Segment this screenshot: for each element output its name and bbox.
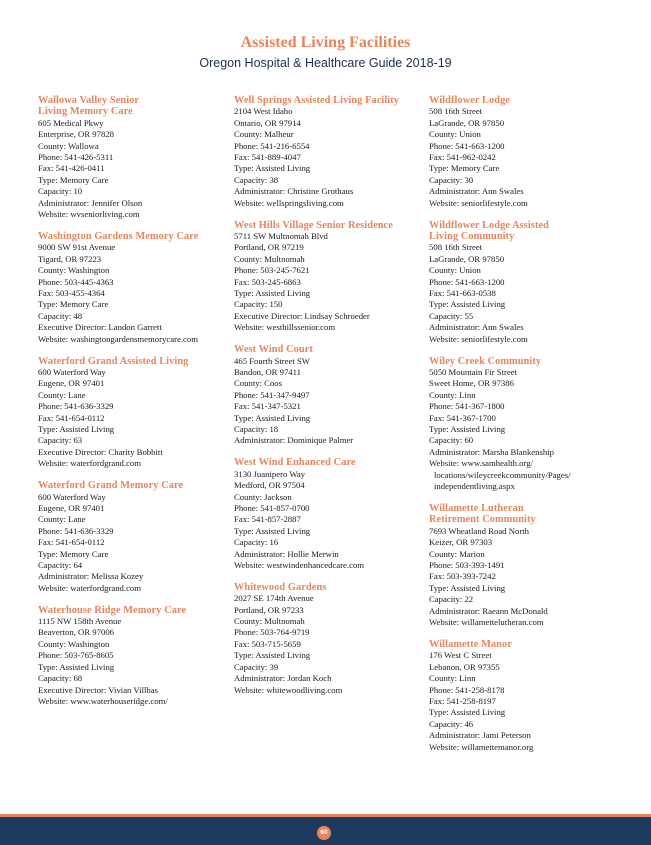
facility-detail: 1115 NW 158th Avenue [38, 616, 122, 627]
facility-detail: 2027 SE 174th Avenue [234, 593, 314, 604]
facility-website: Website: willamettelutheran.com [429, 616, 544, 627]
facility-name: Living Community [429, 230, 515, 242]
facility-name: Retirement Community [429, 514, 536, 526]
facility-listing [38, 95, 234, 220]
facility-detail: Lebanon, OR 97355 [429, 661, 500, 672]
facility-listing [234, 582, 430, 696]
facility-detail: Executive Director: Lindsay Schroeder [234, 310, 370, 321]
facility-website: Website: www.waterhouseridge.com/ [38, 695, 168, 706]
column-3 [429, 95, 625, 763]
facility-detail: Administrator: Hollie Merwin [234, 548, 339, 559]
facility-detail: Executive Director: Vivian Villbas [38, 684, 158, 695]
facility-website: Website: seniorlifestyle.com [429, 197, 528, 208]
facility-county: County: Lane [38, 389, 86, 400]
facility-type: Type: Assisted Living [429, 707, 506, 718]
facility-phone: Phone: 541-857-0700 [234, 502, 310, 513]
facility-capacity: Capacity: 18 [234, 423, 279, 434]
facility-detail: Administrator: Ann Swales [429, 186, 524, 197]
facility-phone: Phone: 503-393-1491 [429, 559, 505, 570]
facility-capacity: Capacity: 68 [38, 673, 83, 684]
facility-phone: Phone: 503-245-7621 [234, 265, 310, 276]
facility-listing [429, 220, 625, 345]
facility-fax: Fax: 503-393-7242 [429, 571, 496, 582]
facility-capacity: Capacity: 10 [38, 186, 83, 197]
facility-fax: Fax: 541-654-0112 [38, 537, 105, 548]
facility-county: County: Linn [429, 673, 476, 684]
facility-website: Website: www.samhealth.org/ [429, 458, 534, 469]
facility-website: Website: whitewoodliving.com [234, 684, 343, 695]
facility-fax: Fax: 541-663-0538 [429, 288, 496, 298]
facility-phone: Phone: 541-636-3329 [38, 525, 114, 536]
facility-name: Wiley Creek Community [429, 355, 542, 367]
facility-website: Website: waterfordgrand.com [38, 582, 142, 593]
facility-detail: Portland, OR 97219 [234, 242, 304, 253]
facility-county: County: Wallowa [38, 140, 99, 151]
facility-detail: 508 16th Street [429, 242, 483, 253]
facility-detail: Ontario, OR 97914 [234, 117, 301, 128]
facility-name: Willamette Manor [429, 638, 512, 650]
facility-county: County: Union [429, 265, 481, 276]
facility-detail: Administrator: Marsha Blankenship [429, 446, 554, 457]
facility-capacity: Capacity: 46 [429, 718, 474, 729]
facility-detail: 9000 SW 91st Avenue [38, 242, 116, 253]
facility-name: Waterhouse Ridge Memory Care [38, 604, 187, 616]
facility-capacity: Capacity: 64 [38, 559, 83, 570]
facility-detail: Eugene, OR 97401 [38, 502, 105, 513]
facility-type: Type: Assisted Living [429, 582, 506, 593]
facility-detail: 2104 West Idaho [234, 106, 293, 117]
facility-website: Website: willamettemanor.org [429, 741, 534, 752]
facility-name: Washington Gardens Memory Care [38, 230, 199, 242]
facility-type: Type: Memory Care [38, 548, 109, 559]
facility-type: Type: Assisted Living [234, 288, 311, 298]
facility-listing [234, 344, 430, 447]
facility-fax: Fax: 503-245-6863 [234, 276, 301, 287]
page-number: 60 [317, 826, 331, 840]
facility-detail: Portland, OR 97233 [234, 604, 304, 615]
facility-website: locations/wileycreekcommunity/Pages/ [434, 469, 571, 480]
facility-name: Waterford Grand Memory Care [38, 480, 184, 492]
facility-website: Website: waterfordgrand.com [38, 458, 142, 469]
facility-phone: Phone: 541-426-5311 [38, 152, 114, 163]
facility-detail: Administrator: Raeann McDonald [429, 605, 548, 616]
facility-website: Website: wellspringsliving.com [234, 197, 344, 208]
column-1 [38, 95, 234, 718]
facility-capacity: Capacity: 16 [234, 537, 279, 548]
facility-listing [38, 356, 234, 470]
facility-capacity: Capacity: 22 [429, 594, 474, 605]
facility-capacity: Capacity: 55 [429, 310, 474, 321]
facility-capacity: Capacity: 38 [234, 174, 279, 185]
facility-detail: Administrator: Dominique Palmer [234, 435, 354, 446]
facility-capacity: Capacity: 150 [234, 299, 283, 310]
facility-detail: Enterprise, OR 97828 [38, 129, 115, 140]
facility-listing [234, 95, 430, 209]
facility-capacity: Capacity: 48 [38, 310, 83, 321]
facility-county: County: Multnomah [234, 253, 305, 264]
facility-name: Living Memory Care [38, 106, 133, 118]
facility-phone: Phone: 541-636-3329 [38, 401, 114, 412]
facility-detail: Administrator: Jami Peterson [429, 730, 531, 741]
facility-detail: 176 West C Street [429, 650, 492, 661]
facility-detail: Administrator: Jennifer Olson [38, 197, 143, 208]
facility-name: West Wind Enhanced Care [234, 457, 356, 469]
facility-listing [429, 639, 625, 753]
facility-listing [429, 503, 625, 628]
facility-detail: Eugene, OR 97401 [38, 378, 105, 389]
facility-name: Whitewood Gardens [234, 581, 327, 593]
facility-website: Website: westwindenhancedcare.com [234, 559, 365, 570]
facility-county: County: Lane [38, 514, 86, 525]
facility-type: Type: Assisted Living [234, 525, 311, 536]
facility-county: County: Union [429, 129, 481, 140]
page-title: Assisted Living Facilities [240, 34, 411, 51]
facility-detail: Keizer, OR 97303 [429, 537, 493, 548]
facility-fax: Fax: 503-455-4364 [38, 288, 105, 298]
facility-county: County: Marion [429, 548, 485, 559]
facility-detail: Medford, OR 97504 [234, 480, 305, 491]
facility-capacity: Capacity: 30 [429, 174, 474, 185]
column-2 [234, 95, 430, 706]
facility-detail: Administrator: Christine Grothaus [234, 186, 354, 197]
facility-detail: Administrator: Ann Swales [429, 322, 524, 333]
facility-type: Type: Assisted Living [429, 299, 506, 310]
facility-fax: Fax: 541-857-2887 [234, 514, 301, 525]
facility-fax: Fax: 541-654-0112 [38, 412, 105, 423]
facility-type: Type: Memory Care [38, 174, 109, 185]
facility-fax: Fax: 541-962-0242 [429, 152, 496, 163]
facility-phone: Phone: 503-765-8605 [38, 650, 114, 661]
facility-listing [234, 457, 430, 571]
facility-county: County: Jackson [234, 491, 292, 502]
facility-website: Website: wvseniorliving.com [38, 209, 140, 220]
facility-website: Website: westhillssenior.com [234, 322, 336, 333]
facility-name: West Wind Court [234, 344, 313, 356]
facility-type: Type: Assisted Living [429, 423, 506, 434]
facility-listing [234, 220, 430, 334]
facility-detail: 3130 Juanipero Way [234, 468, 306, 479]
facility-detail: LaGrande, OR 97850 [429, 253, 505, 264]
facility-capacity: Capacity: 63 [38, 435, 83, 446]
facility-website: independentliving.aspx [434, 481, 515, 491]
facility-type: Type: Assisted Living [234, 650, 311, 661]
facility-county: County: Washington [38, 638, 110, 649]
facility-fax: Fax: 541-426-0411 [38, 163, 105, 174]
facility-name: Wildflower Lodge [429, 95, 511, 106]
facility-detail: Executive Director: Landon Garrett [38, 322, 162, 333]
page-subtitle: Oregon Hospital & Healthcare Guide 2018-19 [199, 56, 452, 70]
facility-county: County: Malheur [234, 129, 294, 140]
facility-detail: Administrator: Jordan Koch [234, 673, 332, 684]
facility-phone: Phone: 503-445-4363 [38, 276, 114, 287]
facility-county: County: Multnomah [234, 616, 305, 627]
facility-phone: Phone: 541-258-8178 [429, 684, 505, 695]
facility-type: Type: Assisted Living [38, 423, 115, 434]
facility-phone: Phone: 541-367-1800 [429, 401, 505, 412]
facility-detail: 600 Waterford Way [38, 366, 106, 377]
facility-fax: Fax: 541-258-8197 [429, 695, 496, 706]
facility-fax: Fax: 541-367-1700 [429, 412, 496, 423]
facility-phone: Phone: 541-347-9497 [234, 389, 310, 400]
facility-listing [429, 95, 625, 209]
facility-website: Website: washingtongardensmemorycare.com [38, 333, 198, 344]
facility-name: Wallowa Valley Senior [38, 95, 140, 106]
facility-name: West Hills Village Senior Residence [234, 219, 393, 231]
facility-fax: Fax: 541-889-4047 [234, 152, 301, 163]
facility-detail: 605 Medical Pkwy [38, 117, 104, 128]
facility-detail: 508 16th Street [429, 106, 483, 117]
facility-name: Well Springs Assisted Living Facility [234, 95, 400, 106]
facility-phone: Phone: 541-216-6554 [234, 140, 310, 151]
facility-capacity: Capacity: 60 [429, 435, 474, 446]
facility-detail: Administrator: Melissa Kozey [38, 571, 144, 582]
facility-county: County: Coos [234, 378, 283, 389]
facility-name: Willamette Lutheran [429, 502, 524, 514]
facility-county: County: Linn [429, 389, 476, 400]
facility-detail: 5050 Mountain Fir Street [429, 366, 518, 377]
facility-detail: 7693 Wheatland Road North [429, 525, 529, 536]
facility-phone: Phone: 541-663-1200 [429, 140, 505, 151]
facility-listing [429, 356, 625, 493]
facility-type: Type: Memory Care [38, 299, 109, 310]
facility-detail: Tigard, OR 97223 [38, 253, 102, 264]
facility-phone: Phone: 503-764-9719 [234, 627, 310, 638]
facility-county: County: Washington [38, 265, 110, 276]
facility-type: Type: Assisted Living [234, 163, 311, 174]
facility-fax: Fax: 541-347-5321 [234, 401, 301, 412]
facility-phone: Phone: 541-663-1200 [429, 276, 505, 287]
facility-listing [38, 605, 234, 708]
facility-detail: 5711 SW Multnomah Blvd [234, 230, 328, 241]
facility-detail: 600 Waterford Way [38, 491, 106, 502]
facility-detail: Executive Director: Charity Bobbitt [38, 446, 163, 457]
facility-fax: Fax: 503-715-5659 [234, 638, 301, 649]
facility-name: Wildflower Lodge Assisted [429, 219, 549, 231]
facility-detail: Bandon, OR 97411 [234, 366, 302, 377]
facility-listing [38, 231, 234, 345]
facility-type: Type: Assisted Living [234, 412, 311, 423]
facility-listing [38, 480, 234, 594]
facility-name: Waterford Grand Assisted Living [38, 355, 189, 367]
facility-capacity: Capacity: 39 [234, 661, 279, 672]
facility-detail: LaGrande, OR 97850 [429, 117, 505, 128]
facility-detail: 465 Fourth Street SW [234, 355, 311, 366]
facility-type: Type: Assisted Living [38, 661, 115, 672]
facility-detail: Beaverton, OR 97006 [38, 627, 115, 638]
facility-website: Website: seniorlifestyle.com [429, 333, 528, 344]
facility-type: Type: Memory Care [429, 163, 500, 174]
facility-detail: Sweet Home, OR 97386 [429, 378, 514, 389]
